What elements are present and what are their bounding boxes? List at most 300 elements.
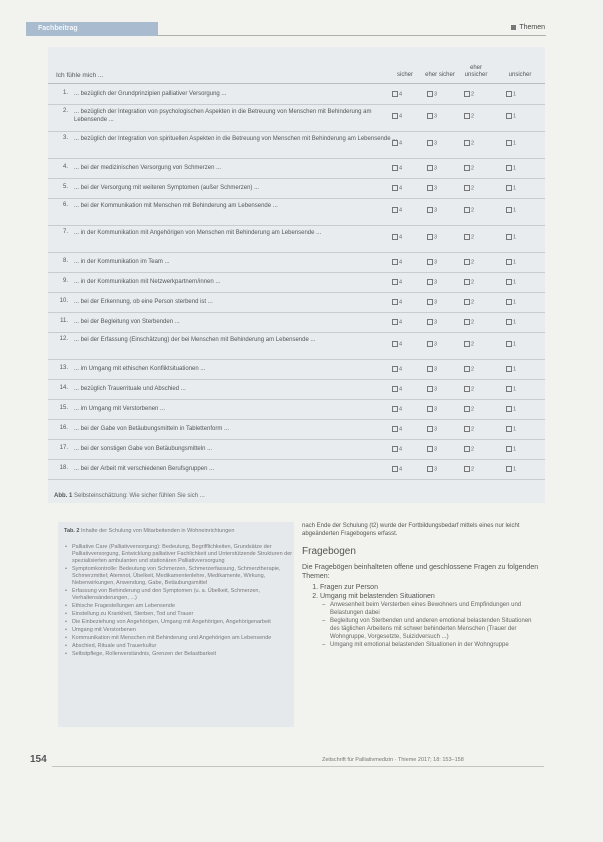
row-statement: ... bei der Versorgung mit weiteren Symptomen (außer Schmerzen) ...: [74, 185, 260, 191]
checkbox-square: [392, 299, 398, 305]
info-box-list: [64, 544, 294, 659]
checkbox-square: [392, 259, 398, 265]
table-row: [48, 292, 545, 313]
section-tab: Fachbeitrag: [26, 22, 158, 36]
checkbox-code: 2: [471, 279, 475, 286]
info-box-item: • Palliative Care (Palliativversorgung): Bedeutung, Begrifflichkeiten, Grundsätze der Palliativversorgung, Entwicklung palliativer Fachlichkeit und Unterstützende Strukturen der spezialisierten ambulanten und stationären Palliativversorgung: [72, 544, 294, 565]
row-statement: ... bei der medizinischen Versorgung von Schmerzen ...: [74, 165, 222, 171]
answer-checkbox[interactable]: [427, 299, 453, 305]
answer-checkbox[interactable]: [427, 426, 453, 432]
answer-checkbox[interactable]: [427, 113, 453, 119]
answer-checkbox[interactable]: [506, 91, 532, 97]
checkbox-code: 2: [471, 299, 475, 306]
info-box-item: • Ethische Fragestellungen am Lebensende: [72, 603, 294, 610]
answer-checkbox[interactable]: [506, 466, 532, 472]
section-heading: Fragebogen: [302, 546, 356, 557]
answer-checkbox[interactable]: [464, 140, 490, 146]
answer-checkbox[interactable]: [464, 366, 490, 372]
topic-item: [320, 592, 542, 649]
checkbox-square: [392, 165, 398, 171]
checkbox-code: 1: [513, 446, 517, 453]
row-number: 10.: [59, 298, 68, 304]
row-statement: ... bei der Erfassung (Einschätzung) der bei Menschen mit Behinderung am Lebensende ...: [74, 337, 316, 343]
info-box-item: • Umgang mit Verstorbenen: [72, 627, 294, 634]
checkbox-square: [427, 140, 433, 146]
checkbox-code: 1: [513, 426, 517, 433]
checkbox-square: [392, 366, 398, 372]
table-header: [48, 47, 545, 84]
checkbox-square: [427, 406, 433, 412]
checkbox-square: [506, 466, 512, 472]
checkbox-code: 3: [434, 341, 438, 348]
checkbox-code: 2: [471, 113, 475, 120]
row-statement: ... bei der Arbeit mit verschiedenen Berufsgruppen ...: [74, 466, 215, 472]
checkbox-code: 1: [513, 259, 517, 266]
answer-checkbox[interactable]: [392, 185, 418, 191]
answer-checkbox[interactable]: [427, 185, 453, 191]
answer-checkbox[interactable]: [506, 341, 532, 347]
intro-paragraph: Die Fragebögen beinhalteten offene und geschlossene Fragen zu folgenden Themen:: [302, 564, 539, 580]
table-row: [48, 178, 545, 199]
checkbox-code: 2: [471, 426, 475, 433]
answer-checkbox[interactable]: [464, 299, 490, 305]
checkbox-square: [392, 279, 398, 285]
checkbox-code: 4: [399, 406, 403, 413]
checkbox-square: [464, 299, 470, 305]
answer-checkbox[interactable]: [464, 165, 490, 171]
checkbox-square: [464, 426, 470, 432]
column-header-eher-unsicher: eher unsicher: [464, 65, 488, 78]
answer-checkbox[interactable]: [506, 446, 532, 452]
checkbox-square: [506, 406, 512, 412]
checkbox-code: 2: [471, 386, 475, 393]
checkbox-square: [427, 165, 433, 171]
answer-checkbox[interactable]: [392, 299, 418, 305]
row-statement: ... bei der Begleitung von Sterbenden ...: [74, 319, 180, 325]
answer-checkbox[interactable]: [464, 466, 490, 472]
answer-checkbox[interactable]: [427, 466, 453, 472]
topic-list: [302, 583, 542, 649]
checkbox-square: [506, 234, 512, 240]
checkbox-code: 4: [399, 140, 403, 147]
checkbox-code: 4: [399, 341, 403, 348]
figure-caption-label: Abb. 1: [54, 493, 73, 499]
topic-item-text: Umgang mit belastenden Situationen: [320, 593, 435, 600]
checkbox-square: [464, 207, 470, 213]
answer-checkbox[interactable]: [464, 386, 490, 392]
row-number: 13.: [59, 365, 68, 371]
checkbox-code: 1: [513, 207, 517, 214]
table-row: [48, 439, 545, 460]
checkbox-square: [427, 466, 433, 472]
checkbox-code: 2: [471, 406, 475, 413]
row-statement: ... bei der Kommunikation mit Menschen mit Behinderung am Lebensende ...: [74, 203, 278, 209]
table-row: [48, 131, 545, 159]
answer-checkbox[interactable]: [392, 234, 418, 240]
checkbox-square: [392, 319, 398, 325]
checkbox-square: [464, 91, 470, 97]
row-number: 2.: [62, 108, 68, 114]
row-number: 14.: [59, 385, 68, 391]
checkbox-square: [392, 91, 398, 97]
answer-checkbox[interactable]: [392, 279, 418, 285]
checkbox-code: 3: [434, 165, 438, 172]
answer-checkbox[interactable]: [506, 299, 532, 305]
checkbox-square: [427, 446, 433, 452]
row-number: 11.: [60, 318, 68, 324]
checkbox-code: 3: [434, 259, 438, 266]
row-statement: ... bezüglich Trauerrituale und Abschied ...: [74, 386, 186, 392]
row-statement: ... bei der Erkennung, ob eine Person sterbend ist ...: [74, 299, 213, 305]
answer-checkbox[interactable]: [427, 341, 453, 347]
section-name: [511, 24, 545, 31]
checkbox-code: 1: [513, 341, 517, 348]
table-row: [48, 332, 545, 360]
checkbox-code: 3: [434, 386, 438, 393]
checkbox-code: 1: [513, 165, 517, 172]
checkbox-square: [392, 386, 398, 392]
answer-checkbox[interactable]: [392, 165, 418, 171]
answer-checkbox[interactable]: [506, 366, 532, 372]
checkbox-square: [464, 341, 470, 347]
checkbox-square: [392, 466, 398, 472]
row-statement: ... bei der Gabe von Betäubungsmitteln in Tablettenform ...: [74, 426, 229, 432]
checkbox-square: [427, 299, 433, 305]
checkbox-code: 4: [399, 185, 403, 192]
checkbox-code: 1: [513, 185, 517, 192]
row-number: 7.: [62, 229, 68, 235]
answer-checkbox[interactable]: [427, 140, 453, 146]
answer-checkbox[interactable]: [464, 113, 490, 119]
answer-checkbox[interactable]: [392, 140, 418, 146]
row-statement: ... in der Kommunikation mit Netzwerkpartnern/innen ...: [74, 279, 221, 285]
checkbox-code: 3: [434, 140, 438, 147]
table-row: [48, 399, 545, 420]
answer-checkbox[interactable]: [427, 91, 453, 97]
answer-checkbox[interactable]: [427, 319, 453, 325]
checkbox-square: [464, 185, 470, 191]
checkbox-square: [427, 91, 433, 97]
table-row: [48, 312, 545, 333]
page-number: 154: [30, 754, 47, 765]
right-text-column: [302, 522, 542, 649]
answer-checkbox[interactable]: [427, 207, 453, 213]
topic-item: [320, 583, 542, 592]
answer-checkbox[interactable]: [392, 91, 418, 97]
topic-subitem: – Anwesenheit beim Versterben eines Bewohners und Empfindungen und Belastungen dabei: [330, 601, 542, 617]
row-number: 17.: [59, 445, 68, 451]
table-row: [48, 84, 545, 105]
answer-checkbox[interactable]: [506, 259, 532, 265]
checkbox-code: 2: [471, 207, 475, 214]
row-number: 12.: [59, 336, 68, 342]
checkbox-code: 3: [434, 91, 438, 98]
checkbox-square: [464, 165, 470, 171]
row-statement: ... bezüglich der Integration von spirituellen Aspekten in die Betreuung von Menschen mit Behinderung am Lebensende ...: [74, 136, 398, 142]
info-box-item: • Kommunikation mit Menschen mit Behinderung und Angehörigen am Lebensende: [72, 635, 294, 642]
checkbox-square: [506, 259, 512, 265]
info-box-item: • Selbstpflege, Rollenverständnis, Grenzen der Belastbarkeit: [72, 651, 294, 658]
checkbox-code: 1: [513, 91, 517, 98]
answer-checkbox[interactable]: [392, 406, 418, 412]
checkbox-square: [427, 259, 433, 265]
checkbox-square: [506, 165, 512, 171]
table-row: [48, 272, 545, 293]
column-header-eher-sicher: eher sicher: [425, 72, 455, 78]
footer-rule: [52, 766, 544, 767]
row-number: 3.: [62, 135, 68, 141]
checkbox-code: 4: [399, 165, 403, 172]
answer-checkbox[interactable]: [506, 386, 532, 392]
checkbox-code: 3: [434, 426, 438, 433]
answer-checkbox[interactable]: [427, 279, 453, 285]
checkbox-code: 4: [399, 446, 403, 453]
checkbox-square: [506, 319, 512, 325]
info-box-title-text: Inhalte der Schulung von Mitarbeitenden in Wohneinrichtungen: [81, 528, 235, 534]
answer-checkbox[interactable]: [392, 341, 418, 347]
checkbox-square: [464, 113, 470, 119]
checkbox-code: 4: [399, 259, 403, 266]
answer-checkbox[interactable]: [506, 207, 532, 213]
table-row: [48, 419, 545, 440]
row-number: 5.: [62, 184, 68, 190]
answer-checkbox[interactable]: [427, 234, 453, 240]
row-statement: ... im Umgang mit ethischen Konfliktsituationen ...: [74, 366, 206, 372]
table-header-label: Ich fühle mich ...: [56, 72, 104, 79]
answer-checkbox[interactable]: [506, 319, 532, 325]
body-paragraph: nach Ende der Schulung (t2) wurde der Fortbildungsbedarf mittels eines nur leicht abgeänderten Fragebogens erfasst.: [302, 523, 520, 537]
answer-checkbox[interactable]: [464, 207, 490, 213]
answer-checkbox[interactable]: [392, 366, 418, 372]
checkbox-square: [427, 234, 433, 240]
answer-checkbox[interactable]: [427, 366, 453, 372]
checkbox-code: 3: [434, 406, 438, 413]
answer-checkbox[interactable]: [427, 406, 453, 412]
checkbox-code: 4: [399, 113, 403, 120]
checkbox-square: [506, 446, 512, 452]
answer-checkbox[interactable]: [392, 386, 418, 392]
checkbox-code: 3: [434, 366, 438, 373]
checkbox-code: 1: [513, 140, 517, 147]
checkbox-code: 1: [513, 299, 517, 306]
table-row: [48, 379, 545, 400]
checkbox-square: [464, 446, 470, 452]
answer-checkbox[interactable]: [464, 234, 490, 240]
checkbox-code: 1: [513, 113, 517, 120]
checkbox-code: 4: [399, 319, 403, 326]
checkbox-square: [427, 113, 433, 119]
checkbox-square: [506, 279, 512, 285]
checkbox-square: [464, 406, 470, 412]
checkbox-square: [506, 366, 512, 372]
checkbox-square: [506, 91, 512, 97]
row-number: 15.: [59, 405, 68, 411]
row-number: 8.: [62, 258, 68, 264]
checkbox-code: 4: [399, 207, 403, 214]
table-row: [48, 252, 545, 273]
checkbox-code: 3: [434, 113, 438, 120]
checkbox-code: 3: [434, 185, 438, 192]
answer-checkbox[interactable]: [392, 319, 418, 325]
checkbox-square: [392, 406, 398, 412]
checkbox-square: [464, 466, 470, 472]
topic-sublist: [320, 601, 542, 649]
checkbox-square: [392, 140, 398, 146]
checkbox-square: [464, 259, 470, 265]
checkbox-square: [392, 185, 398, 191]
answer-checkbox[interactable]: [464, 406, 490, 412]
topic-subitem: – Begleitung von Sterbenden und anderen emotional belastenden Situationen des täglichen Arbeitens mit schwer behinderten Menschen (Trauer der Wohngruppe, Vorgesetzte, Suizidversuch ...): [330, 617, 542, 641]
answer-checkbox[interactable]: [464, 319, 490, 325]
answer-checkbox[interactable]: [464, 259, 490, 265]
row-number: 6.: [62, 202, 68, 208]
column-header-unsicher: unsicher: [508, 72, 532, 78]
checkbox-code: 3: [434, 207, 438, 214]
checkbox-code: 3: [434, 319, 438, 326]
answer-checkbox[interactable]: [427, 446, 453, 452]
checkbox-square: [392, 113, 398, 119]
checkbox-code: 1: [513, 279, 517, 286]
answer-checkbox[interactable]: [464, 279, 490, 285]
checkbox-square: [506, 113, 512, 119]
checkbox-square: [464, 279, 470, 285]
checkbox-square: [427, 207, 433, 213]
table-row: [48, 459, 545, 480]
answer-checkbox[interactable]: [506, 113, 532, 119]
checkbox-square: [464, 234, 470, 240]
content-info-box: [58, 522, 294, 727]
checkbox-code: 3: [434, 279, 438, 286]
checkbox-square: [464, 366, 470, 372]
answer-checkbox[interactable]: [464, 185, 490, 191]
table-row: [48, 198, 545, 226]
row-number: 18.: [59, 465, 68, 471]
checkbox-square: [506, 207, 512, 213]
answer-checkbox[interactable]: [464, 426, 490, 432]
checkbox-square: [392, 207, 398, 213]
answer-checkbox[interactable]: [427, 386, 453, 392]
checkbox-code: 2: [471, 91, 475, 98]
checkbox-code: 2: [471, 466, 475, 473]
checkbox-square: [392, 446, 398, 452]
checkbox-square: [427, 426, 433, 432]
checkbox-square: [506, 426, 512, 432]
checkbox-code: 4: [399, 426, 403, 433]
figure-caption: [54, 493, 205, 499]
answer-checkbox[interactable]: [392, 259, 418, 265]
answer-checkbox[interactable]: [506, 426, 532, 432]
checkbox-code: 4: [399, 466, 403, 473]
checkbox-code: 1: [513, 319, 517, 326]
square-icon: [511, 25, 516, 30]
answer-checkbox[interactable]: [506, 185, 532, 191]
info-box-item: • Abschied, Rituale und Trauerkultur: [72, 643, 294, 650]
row-statement: ... in der Kommunikation mit Angehörigen von Menschen mit Behinderung am Lebensende ...: [74, 230, 322, 236]
checkbox-code: 2: [471, 341, 475, 348]
row-statement: ... im Umgang mit Verstorbenen ...: [74, 406, 166, 412]
section-name-text: Themen: [519, 24, 545, 31]
footer-citation: Zeitschrift für Palliativmedizin · Thieme 2017; 18: 153–158: [322, 757, 464, 763]
checkbox-square: [427, 341, 433, 347]
checkbox-code: 4: [399, 234, 403, 241]
row-statement: ... in der Kommunikation im Team ...: [74, 259, 170, 265]
checkbox-code: 2: [471, 234, 475, 241]
answer-checkbox[interactable]: [392, 446, 418, 452]
answer-checkbox[interactable]: [392, 426, 418, 432]
answer-checkbox[interactable]: [506, 140, 532, 146]
checkbox-square: [506, 386, 512, 392]
checkbox-square: [506, 299, 512, 305]
checkbox-square: [506, 341, 512, 347]
checkbox-square: [427, 185, 433, 191]
info-box-item: • Einstellung zu Krankheit, Sterben, Tod und Trauer: [72, 611, 294, 618]
table-row: [48, 359, 545, 380]
checkbox-square: [427, 279, 433, 285]
info-box-item: • Erfassung von Behinderung und den Symptomen (u. a. Übelkeit, Schmerzen, Verhaltensänderungen, ...): [72, 588, 294, 602]
checkbox-code: 1: [513, 386, 517, 393]
checkbox-code: 1: [513, 466, 517, 473]
info-box-title: [64, 528, 290, 535]
topic-subitem: – Umgang mit emotional belastenden Situationen in der Wohngruppe: [330, 641, 542, 649]
checkbox-code: 4: [399, 299, 403, 306]
answer-checkbox[interactable]: [427, 165, 453, 171]
checkbox-code: 2: [471, 185, 475, 192]
checkbox-code: 2: [471, 366, 475, 373]
row-statement: ... bezüglich der Grundprinzipien palliativer Versorgung ...: [74, 91, 227, 97]
row-number: 1.: [62, 90, 68, 96]
footer-journal: Zeitschrift für Palliativmedizin: [322, 757, 394, 763]
checkbox-code: 1: [513, 234, 517, 241]
checkbox-code: 2: [471, 165, 475, 172]
answer-checkbox[interactable]: [464, 341, 490, 347]
table-row: [48, 158, 545, 179]
checkbox-square: [392, 426, 398, 432]
answer-checkbox[interactable]: [506, 406, 532, 412]
checkbox-code: 3: [434, 234, 438, 241]
checkbox-square: [464, 386, 470, 392]
answer-checkbox[interactable]: [427, 259, 453, 265]
answer-checkbox[interactable]: [392, 207, 418, 213]
checkbox-code: 1: [513, 406, 517, 413]
checkbox-code: 2: [471, 446, 475, 453]
answer-checkbox[interactable]: [464, 446, 490, 452]
checkbox-square: [392, 234, 398, 240]
answer-checkbox[interactable]: [506, 234, 532, 240]
answer-checkbox[interactable]: [506, 279, 532, 285]
answer-checkbox[interactable]: [506, 165, 532, 171]
questionnaire-table: [48, 47, 545, 503]
row-statement: ... bezüglich der Integration von psychologischen Aspekten in die Betreuung von Menschen mit Behinderung am Lebensende ...: [74, 109, 372, 123]
row-statement: ... bei der sonstigen Gabe von Betäubungsmitteln ...: [74, 446, 213, 452]
answer-checkbox[interactable]: [392, 466, 418, 472]
info-box-item: • Symptomkontrolle: Bedeutung von Schmerzen, Schmerzerfassung, Schmerztherapie, Schmerzmittel; Atemnot, Übelkeit, Medikamentenlehre, Medikamente, Wirkung, Nebenwirkungen, Anwendung, Gabe, Betäubungsmittel: [72, 566, 294, 587]
row-number: 9.: [62, 278, 68, 284]
checkbox-square: [427, 366, 433, 372]
checkbox-square: [427, 319, 433, 325]
checkbox-code: 1: [513, 366, 517, 373]
checkbox-code: 3: [434, 446, 438, 453]
checkbox-code: 3: [434, 466, 438, 473]
checkbox-code: 4: [399, 386, 403, 393]
row-number: 16.: [59, 425, 68, 431]
checkbox-square: [506, 140, 512, 146]
checkbox-square: [506, 185, 512, 191]
answer-checkbox[interactable]: [392, 113, 418, 119]
row-number: 4.: [62, 164, 68, 170]
checkbox-square: [464, 319, 470, 325]
checkbox-code: 3: [434, 299, 438, 306]
answer-checkbox[interactable]: [464, 91, 490, 97]
